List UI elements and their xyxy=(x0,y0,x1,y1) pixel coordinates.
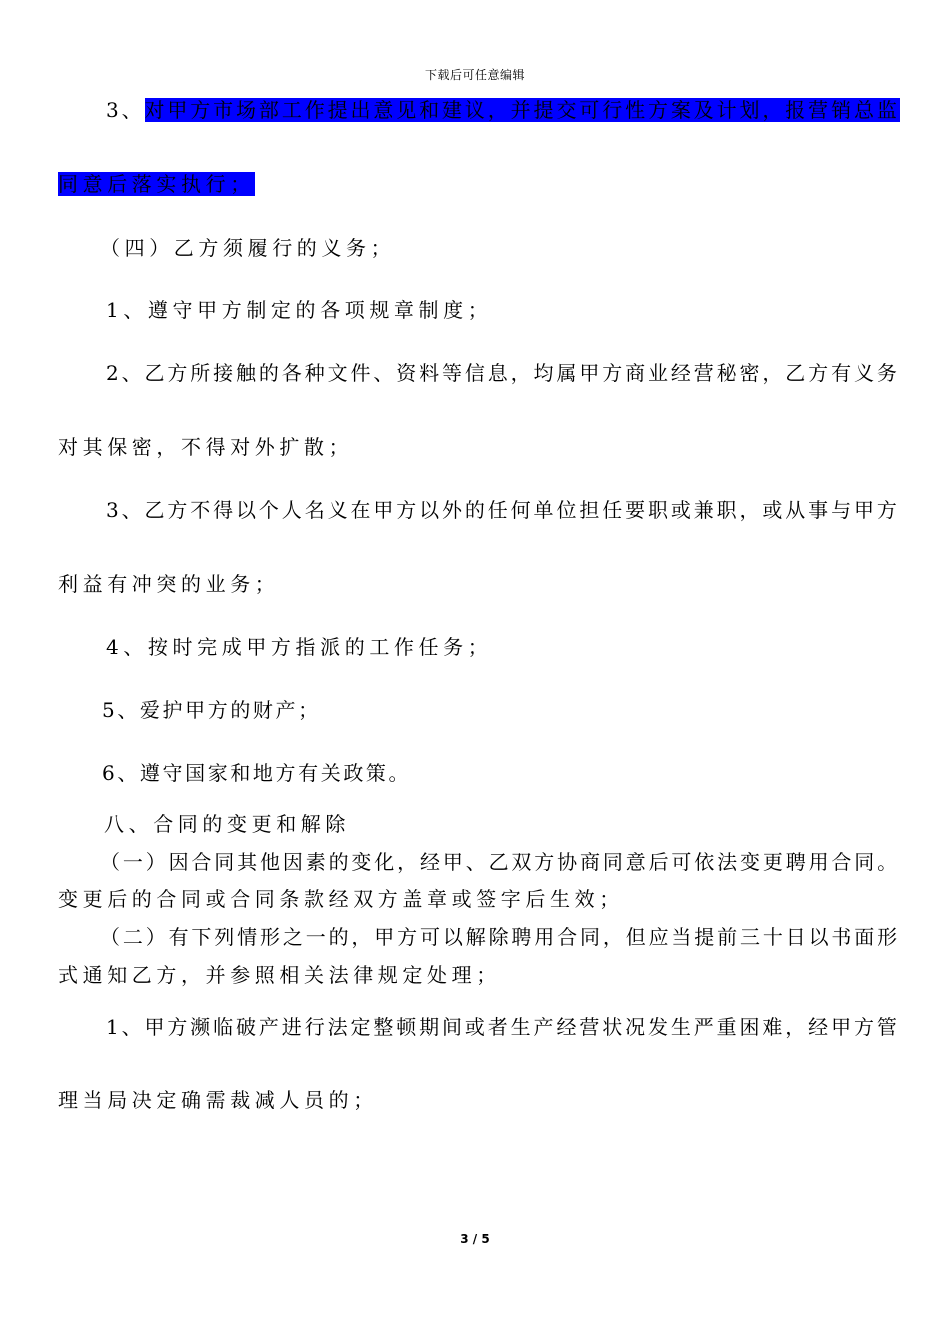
paragraph-obligation-2: 2、乙方所接触的各种文件、资料等信息，均属甲方商业经营秘密，乙方有义务 xyxy=(106,361,900,385)
paragraph-duty-3 xyxy=(106,96,900,124)
paragraph-termination-case-1: 1、甲方濒临破产进行法定整顿期间或者生产经营状况发生严重困难，经甲方管 xyxy=(106,1015,900,1039)
page-header: 下载后可任意编辑 xyxy=(424,68,525,82)
section-heading-contract-change: 八、合同的变更和解除 xyxy=(104,812,350,836)
paragraph-change-1: （一）因合同其他因素的变化，经甲、乙双方协商同意后可依法变更聘用合同。 xyxy=(100,850,900,874)
paragraph-obligation-6: 6、遵守国家和地方有关政策。 xyxy=(102,761,412,785)
section-heading-obligations: （四）乙方须履行的义务； xyxy=(100,236,396,260)
paragraph-termination-case-1-continued: 理当局决定确需裁减人员的； xyxy=(58,1088,378,1112)
paragraph-obligation-3-continued: 利益有冲突的业务； xyxy=(58,572,280,596)
paragraph-change-1-continued: 变更后的合同或合同条款经双方盖章或签字后生效； xyxy=(58,887,624,911)
item-number: 3、 xyxy=(106,98,145,122)
highlighted-text: 同意后落实执行； xyxy=(58,172,255,196)
paragraph-obligation-1: 1、遵守甲方制定的各项规章制度； xyxy=(106,298,493,322)
paragraph-termination-continued: 式通知乙方，并参照相关法律规定处理； xyxy=(58,963,501,987)
highlighted-text: 对甲方市场部工作提出意见和建议，并提交可行性方案及计划，报营销总监 xyxy=(144,98,900,122)
paragraph-duty-3-continued xyxy=(58,170,255,198)
paragraph-obligation-5: 5、爱护甲方的财产； xyxy=(102,698,321,722)
paragraph-termination: （二）有下列情形之一的，甲方可以解除聘用合同，但应当提前三十日以书面形 xyxy=(100,925,900,949)
paragraph-obligation-3: 3、乙方不得以个人名义在甲方以外的任何单位担任要职或兼职，或从事与甲方 xyxy=(106,498,900,522)
paragraph-obligation-4: 4、按时完成甲方指派的工作任务； xyxy=(106,635,493,659)
paragraph-obligation-2-continued: 对其保密，不得对外扩散； xyxy=(58,435,354,459)
page-number: 3 / 5 xyxy=(460,1232,490,1246)
